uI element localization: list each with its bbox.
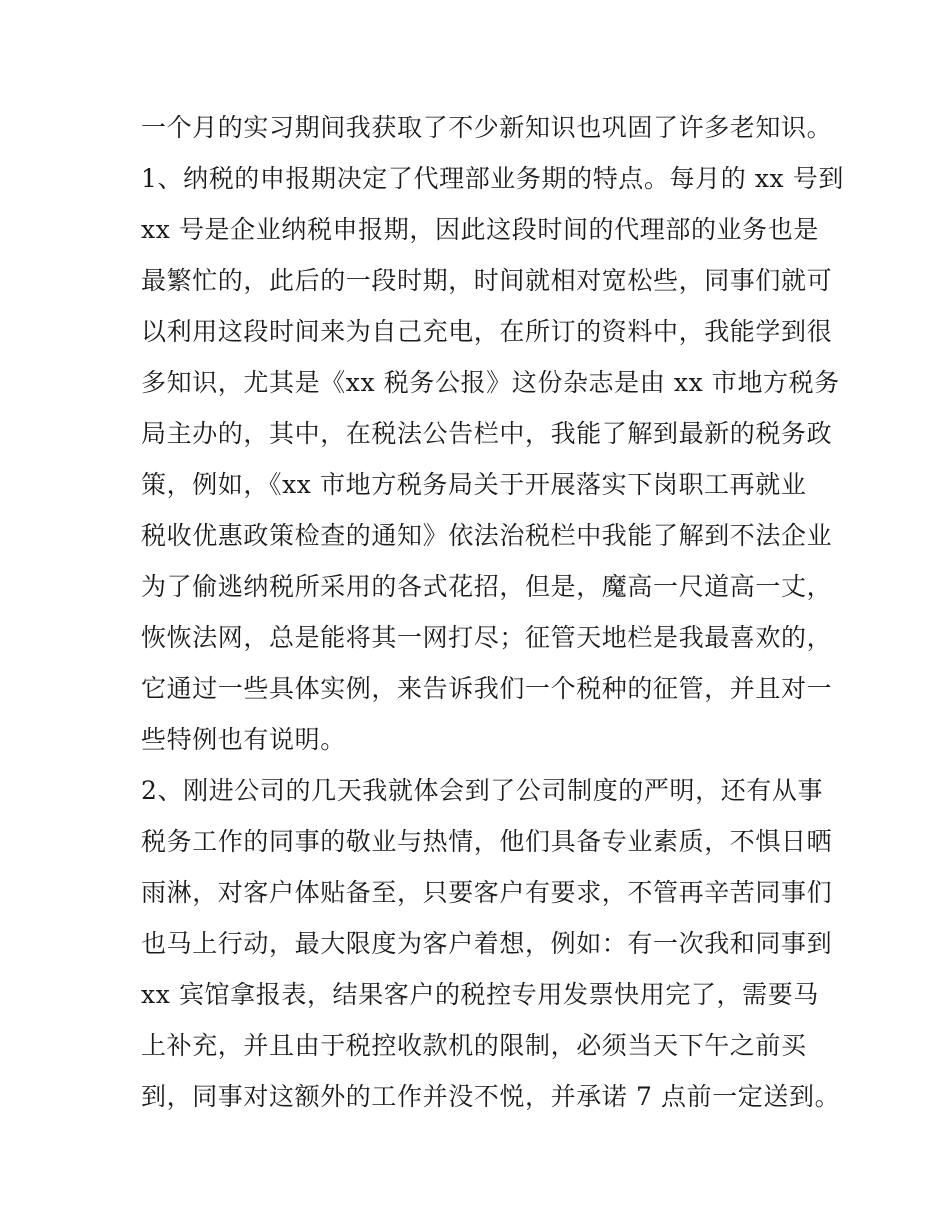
text-line: 上补充，并且由于税控收款机的限制，必须当天下午之前买 xyxy=(141,1031,807,1060)
text-line: 1、纳税的申报期决定了代理部业务期的特点。每月的 xx 号到 xyxy=(141,164,844,193)
text-line: 到，同事对这额外的工作并没不悦，并承诺 7 点前一定送到。 xyxy=(141,1082,841,1111)
text-line: 雨淋，对客户体贴备至，只要客户有要求，不管再辛苦同事们 xyxy=(141,878,833,907)
document-body xyxy=(141,102,844,1122)
text-line: 税收优惠政策检查的通知》依法治税栏中我能了解到不法企业 xyxy=(141,521,833,550)
text-line: 它通过一些具体实例，来告诉我们一个税种的征管，并且对一 xyxy=(141,674,833,703)
text-line: 恢恢法网，总是能将其一网打尽；征管天地栏是我最喜欢的， xyxy=(141,623,833,652)
text-line: 为了偷逃纳税所采用的各式花招，但是，魔高一尺道高一丈， xyxy=(141,572,833,601)
text-line: 局主办的，其中，在税法公告栏中，我能了解到最新的税务政 xyxy=(141,419,833,448)
text-line: 多知识，尤其是《xx 税务公报》这份杂志是由 xx 市地方税务 xyxy=(141,368,840,397)
text-line: 些特例也有说明。 xyxy=(141,725,346,754)
text-line: xx 号是企业纳税申报期，因此这段时间的代理部的业务也是 xyxy=(141,215,819,244)
text-line: xx 宾馆拿报表，结果客户的税控专用发票快用完了，需要马 xyxy=(141,980,819,1009)
text-line: 策，例如，《xx 市地方税务局关于开展落实下岗职工再就业 xyxy=(141,470,807,499)
text-line: 也马上行动，最大限度为客户着想，例如：有一次我和同事到 xyxy=(141,929,833,958)
text-line: 最繁忙的，此后的一段时期，时间就相对宽松些，同事们就可 xyxy=(141,266,833,295)
text-line: 税务工作的同事的敬业与热情，他们具备专业素质，不惧日晒 xyxy=(141,827,833,856)
text-line: 一个月的实习期间我获取了不少新知识也巩固了许多老知识。 xyxy=(141,113,833,142)
text-line: 2、刚进公司的几天我就体会到了公司制度的严明，还有从事 xyxy=(141,776,824,805)
text-line: 以利用这段时间来为自己充电，在所订的资料中，我能学到很 xyxy=(141,317,833,346)
